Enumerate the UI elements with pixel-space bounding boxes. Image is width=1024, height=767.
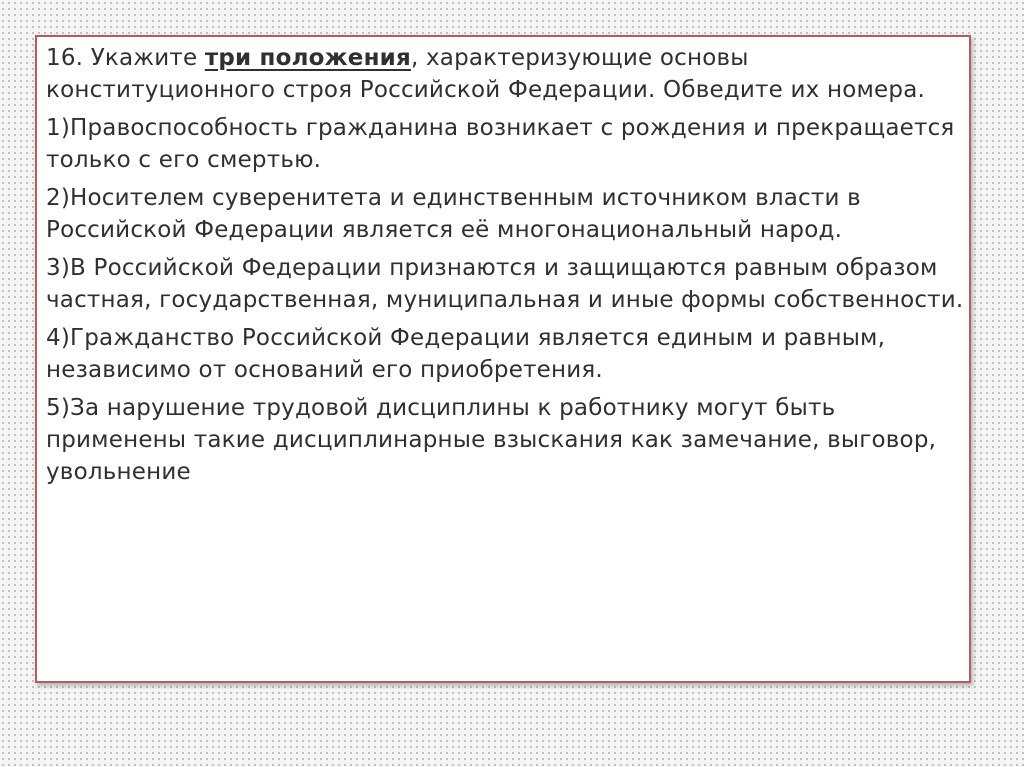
question-text-block xyxy=(46,42,966,494)
question-stem xyxy=(46,42,966,106)
slide-card xyxy=(35,35,971,683)
question-emphasis: три положения xyxy=(204,45,411,71)
option-4[interactable]: 4)Гражданство Российской Федерации является единым и равным, независимо от оснований его приобретения. xyxy=(46,325,886,383)
option-1[interactable]: 1)Правоспособность гражданина возникает с рождения и прекращается только с его смертью. xyxy=(46,115,955,173)
question-prefix: 16. Укажите xyxy=(46,45,205,71)
option-5[interactable]: 5)За нарушение трудовой дисциплины к работнику могут быть применены такие дисциплинарные взыскания как замечание, выговор, увольнение xyxy=(46,395,937,485)
option-2[interactable]: 2)Носителем суверенитета и единственным источником власти в Российской Федерации является её многонациональный народ. xyxy=(46,185,861,243)
option-3[interactable]: 3)В Российской Федерации признаются и защищаются равным образом частная, государственная, муниципальная и иные формы собственности. xyxy=(46,255,964,313)
question-suffix: , характеризующие основы конституционного строя Российской Федерации. Обведите их номера. xyxy=(46,45,926,103)
